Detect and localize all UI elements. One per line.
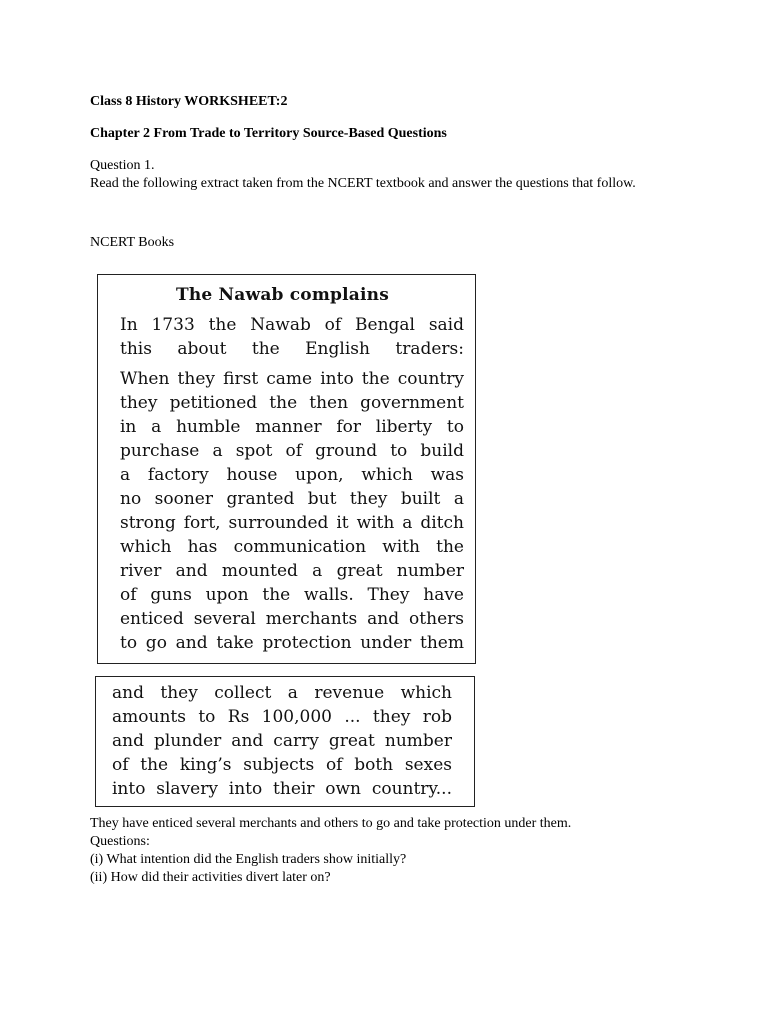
extract-intro-line: In 1733 the Nawab of Bengal said [120,315,464,335]
question-item: (i) What intention did the English traders show initially? [90,852,407,867]
extract-body-line: purchase a spot of ground to build [120,441,464,461]
extract-continued-line: of the king’s subjects of both sexes [112,755,452,775]
extract-body-line: they petitioned the then government [120,393,464,413]
extract-continued-line: into slavery into their own country... [112,779,452,799]
extract-body-line: river and mounted a great number [120,561,464,581]
extract-quote: They have enticed several merchants and others to go and take protection under them. [90,816,572,831]
extract-body-line: When they first came into the country [120,369,464,389]
source-label: NCERT Books [90,235,175,250]
question-number: Question 1. [90,158,155,173]
question-item: (ii) How did their activities divert later on? [90,870,331,885]
extract-body-line: a factory house upon, which was [120,465,464,485]
extract-body-line: no sooner granted but they built a [120,489,464,509]
chapter-heading: Chapter 2 From Trade to Territory Source-Based Questions [90,126,447,141]
extract-box [97,274,476,664]
extract-continued-line: and plunder and carry great number [112,731,452,751]
extract-continued-box [95,676,475,807]
questions-label: Questions: [90,834,150,849]
extract-continued-line: and they collect a revenue which [112,683,452,703]
extract-body-line: of guns upon the walls. They have [120,585,464,605]
extract-intro-line: this about the English traders: [120,339,464,359]
extract-body-line: strong fort, surrounded it with a ditch [120,513,464,533]
extract-continued-line: amounts to Rs 100,000 ... they rob [112,707,452,727]
question-instruction: Read the following extract taken from the NCERT textbook and answer the questions that follow. [90,176,636,191]
extract-title: The Nawab complains [176,285,389,305]
worksheet-title: Class 8 History WORKSHEET:2 [90,94,288,109]
extract-body-line: enticed several merchants and others [120,609,464,629]
extract-body-line: in a humble manner for liberty to [120,417,464,437]
extract-body-line: to go and take protection under them [120,633,464,653]
extract-body-line: which has communication with the [120,537,464,557]
